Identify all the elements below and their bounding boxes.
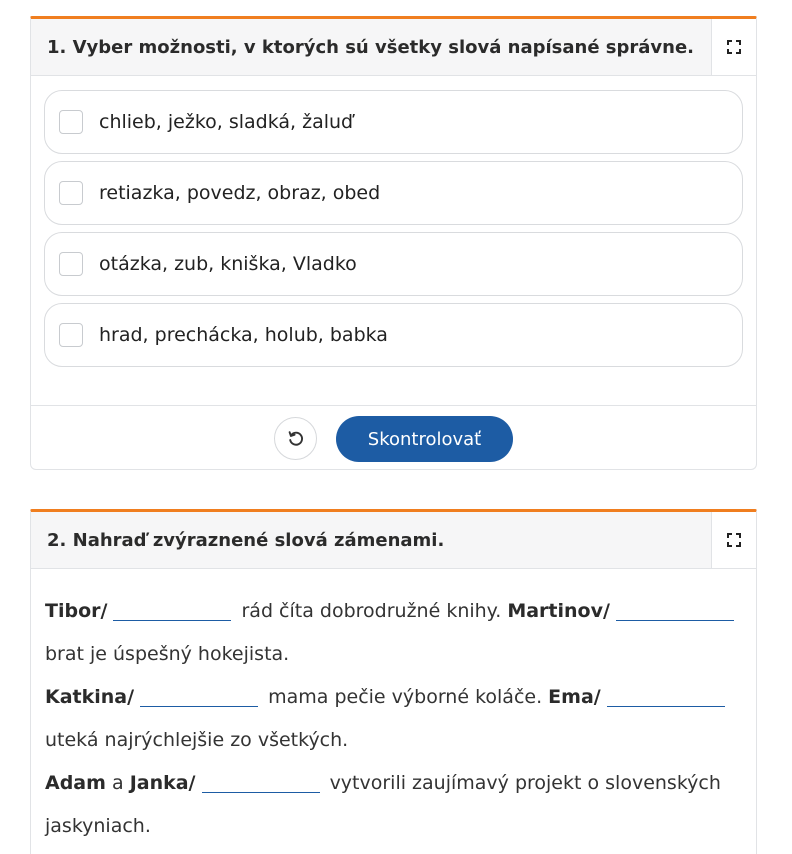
option-label: otázka, zub, kniška, Vladko <box>99 253 357 275</box>
question-card-1 <box>30 16 757 470</box>
option-1[interactable] <box>44 90 743 154</box>
sentence-text: brat je úspešný hokejista. <box>45 643 290 665</box>
option-checkbox[interactable] <box>59 181 83 205</box>
question-header-2 <box>31 512 756 569</box>
check-button[interactable]: Skontrolovať <box>336 416 513 462</box>
highlighted-word: Ema/ <box>548 686 601 708</box>
highlighted-word: Martinov/ <box>507 600 610 622</box>
highlighted-word: Tibor/ <box>45 600 108 622</box>
highlighted-word: Katkina/ <box>45 686 135 708</box>
question-card-2 <box>30 509 757 854</box>
sentence-text: vytvorili zaujímavý projekt o slovenských jaskyniach. <box>45 772 721 837</box>
expand-button-2[interactable] <box>711 512 756 568</box>
answer-blank-3[interactable] <box>140 685 258 707</box>
option-checkbox[interactable] <box>59 323 83 347</box>
option-label: chlieb, ježko, sladká, žaluď <box>99 111 354 133</box>
question-title-2: 2. Nahraď zvýraznené slová zámenami. <box>47 530 445 551</box>
sentence-text: rád číta dobrodružné knihy. <box>241 600 502 622</box>
question-title-1: 1. Vyber možnosti, v ktorých sú všetky slová napísané správne. <box>47 37 695 58</box>
answer-blank-5[interactable] <box>202 771 320 793</box>
sentence-text: a <box>111 772 124 794</box>
answer-blank-1[interactable] <box>113 599 231 621</box>
expand-icon <box>727 40 741 54</box>
option-3[interactable] <box>44 232 743 296</box>
option-label: hrad, prechácka, holub, babka <box>99 324 388 346</box>
answer-blank-2[interactable] <box>616 599 734 621</box>
option-label: retiazka, povedz, obraz, obed <box>99 182 381 204</box>
reset-button[interactable] <box>274 417 317 460</box>
reset-icon <box>287 430 305 448</box>
option-4[interactable] <box>44 303 743 367</box>
question-header-1 <box>31 19 756 76</box>
expand-button-1[interactable] <box>711 19 756 75</box>
fill-in-text <box>45 590 745 848</box>
sentence-text: mama pečie výborné koláče. <box>268 686 543 708</box>
highlighted-word: Janka/ <box>129 772 196 794</box>
question-footer-1 <box>31 405 756 470</box>
answer-blank-4[interactable] <box>607 685 725 707</box>
expand-icon <box>727 533 741 547</box>
option-checkbox[interactable] <box>59 252 83 276</box>
option-checkbox[interactable] <box>59 110 83 134</box>
option-2[interactable] <box>44 161 743 225</box>
sentence-text: uteká najrýchlejšie zo všetkých. <box>45 729 349 751</box>
highlighted-word: Adam <box>45 772 106 794</box>
